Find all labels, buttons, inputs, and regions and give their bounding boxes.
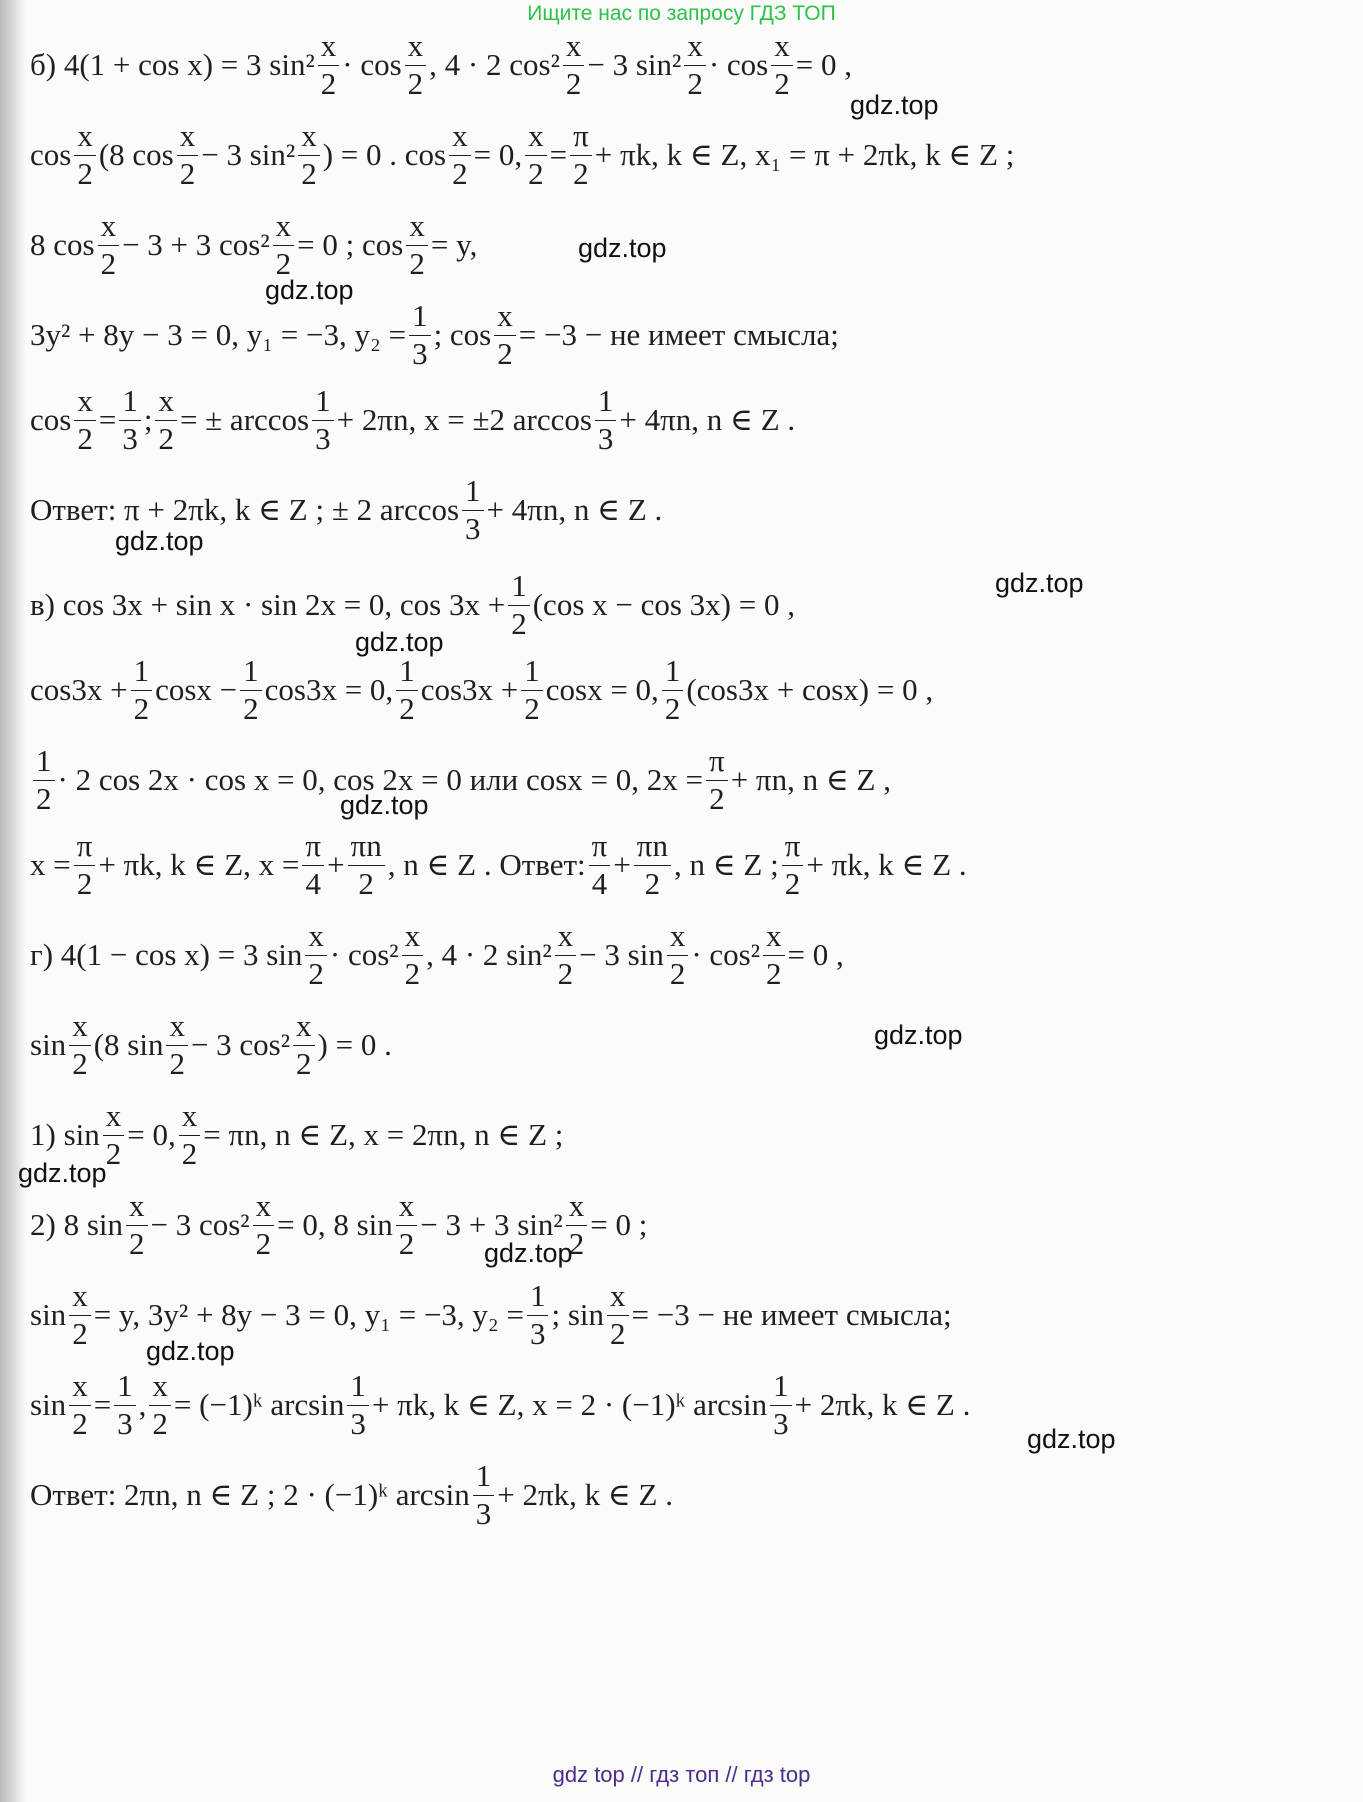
math-text: = (−1)ᵏ arcsin — [173, 1387, 345, 1422]
top-banner[interactable]: Ищите нас по запросу ГДЗ ТОП — [527, 2, 836, 25]
numerator: x — [149, 1370, 171, 1406]
scan-shadow-edge — [0, 0, 26, 1802]
fraction — [770, 1367, 792, 1441]
numerator: x — [763, 920, 785, 956]
denominator: 2 — [76, 865, 93, 901]
numerator: x — [305, 920, 327, 956]
math-text: = — [549, 137, 568, 172]
denominator: 2 — [664, 690, 681, 726]
fraction — [302, 827, 324, 901]
fraction — [662, 652, 684, 726]
denominator: 2 — [72, 1405, 88, 1441]
numerator: 1 — [409, 300, 431, 336]
denominator: 2 — [152, 1405, 168, 1441]
denominator: 2 — [511, 605, 527, 641]
math-text: , n ∈ Z ; — [673, 847, 779, 882]
math-text: + — [613, 847, 631, 882]
math-text: = y, — [430, 227, 478, 262]
fraction — [684, 27, 706, 101]
math-text: (cos3x + cosx) = 0 , — [686, 672, 934, 707]
math-text: ; cos — [433, 317, 492, 352]
watermark-text: gdz.top — [18, 1158, 107, 1188]
fraction — [74, 382, 96, 456]
math-text: ) = 0 . cos — [322, 137, 447, 172]
math-text: = 0 , — [787, 937, 844, 972]
math-text: + πk, k ∈ Z, x = — [98, 847, 300, 882]
fraction — [763, 917, 785, 991]
fraction — [667, 917, 689, 991]
math-text: · 2 cos 2x · cos x = 0, cos 2x = 0 или cosx = 0, 2x = — [57, 762, 704, 797]
math-text: · cos — [342, 47, 402, 82]
denominator: 3 — [465, 510, 481, 546]
math-text: + — [327, 847, 345, 882]
fraction — [69, 1007, 91, 1081]
fraction — [634, 827, 671, 901]
denominator: 2 — [296, 1045, 312, 1081]
denominator: 2 — [399, 690, 415, 726]
numerator: x — [177, 120, 199, 156]
fraction — [273, 207, 295, 281]
denominator: 3 — [350, 1405, 366, 1441]
denominator: 2 — [158, 420, 174, 456]
denominator: 2 — [687, 65, 703, 101]
numerator: x — [405, 30, 427, 66]
watermark-text: gdz.top — [578, 233, 667, 263]
math-text: , 4 · 2 cos² — [429, 47, 560, 82]
denominator: 2 — [774, 65, 790, 101]
denominator: 2 — [644, 865, 661, 901]
denominator: 4 — [591, 865, 608, 901]
numerator: x — [98, 210, 120, 246]
fraction — [149, 1367, 171, 1441]
math-text: , 4 · 2 sin² — [426, 937, 552, 972]
math-text: 1) sin — [30, 1117, 100, 1152]
math-text: , n ∈ Z . Ответ: — [387, 847, 586, 882]
math-text: в) cos 3x + sin x · sin 2x = 0, cos 3x + — [30, 587, 506, 622]
denominator: 2 — [610, 1315, 626, 1351]
denominator: 2 — [557, 955, 574, 991]
denominator: 3 — [122, 420, 138, 456]
fraction — [771, 27, 793, 101]
numerator: 1 — [770, 1370, 792, 1406]
denominator: 2 — [320, 65, 337, 101]
numerator: x — [667, 920, 689, 956]
numerator: x — [273, 210, 295, 246]
numerator: x — [74, 120, 96, 156]
numerator: π — [74, 830, 96, 866]
math-text: cos3x + — [420, 672, 519, 707]
numerator: 1 — [347, 1370, 369, 1406]
math-text: · cos² — [329, 937, 399, 972]
numerator: x — [684, 30, 706, 66]
math-text: sin — [30, 1027, 67, 1062]
math-text: ; sin — [551, 1297, 605, 1332]
math-text: − 3 sin — [579, 937, 664, 972]
math-text: + πk, k ∈ Z, x₁ = π + 2πk, k ∈ Z ; — [594, 137, 1015, 172]
denominator: 2 — [100, 245, 117, 281]
fraction — [595, 382, 617, 456]
math-text: = — [93, 1387, 112, 1422]
numerator: π — [782, 830, 804, 866]
denominator: 2 — [398, 1225, 415, 1261]
fraction — [166, 1007, 188, 1081]
fraction — [527, 1277, 549, 1351]
fraction — [177, 117, 199, 191]
fraction — [240, 652, 262, 726]
fraction — [253, 1187, 275, 1261]
math-text: = 0 ; cos — [297, 227, 404, 262]
denominator: 2 — [766, 955, 782, 991]
numerator: 1 — [508, 570, 530, 606]
math-text: cos3x + — [30, 672, 128, 707]
fraction — [521, 652, 543, 726]
numerator: 1 — [521, 655, 543, 691]
math-text: + 2πn, x = ±2 arccos — [336, 402, 592, 437]
fraction — [126, 1187, 148, 1261]
denominator: 3 — [773, 1405, 789, 1441]
math-text: cos3x = 0, — [264, 672, 394, 707]
fraction — [69, 1277, 91, 1351]
math-text: = — [98, 402, 117, 437]
math-text: = 0, — [127, 1117, 176, 1152]
denominator: 3 — [529, 1315, 546, 1351]
denominator: 2 — [243, 690, 259, 726]
numerator: x — [771, 30, 793, 66]
fraction — [119, 382, 141, 456]
fraction — [406, 207, 428, 281]
denominator: 2 — [105, 1135, 122, 1171]
fraction — [312, 382, 334, 456]
numerator: x — [69, 1280, 91, 1316]
footer-links[interactable]: gdz top // гдз топ // гдз top — [552, 1762, 811, 1787]
math-text: (cos x − cos 3x) = 0 , — [532, 587, 795, 622]
denominator: 2 — [36, 780, 52, 816]
numerator: 1 — [662, 655, 684, 691]
denominator: 2 — [72, 1045, 88, 1081]
denominator: 2 — [179, 155, 196, 191]
math-text: x = — [30, 847, 71, 882]
fraction — [318, 27, 340, 101]
math-line-16 — [30, 1355, 970, 1455]
fraction — [74, 117, 96, 191]
denominator: 2 — [72, 1315, 88, 1351]
math-text: · cos² — [691, 937, 761, 972]
math-text: − 3 + 3 cos² — [122, 227, 270, 262]
denominator: 2 — [77, 420, 93, 456]
numerator: x — [179, 1100, 201, 1136]
numerator: π — [302, 830, 324, 866]
numerator: x — [563, 30, 585, 66]
denominator: 3 — [412, 335, 428, 371]
watermark-text: gdz.top — [874, 1020, 963, 1050]
math-text: = 0 , — [795, 47, 852, 82]
denominator: 2 — [452, 155, 468, 191]
math-text: sin — [30, 1297, 67, 1332]
fraction — [131, 652, 153, 726]
denominator: 2 — [308, 955, 324, 991]
fraction — [409, 297, 431, 371]
denominator: 2 — [133, 690, 150, 726]
fraction — [98, 207, 120, 281]
math-line-3 — [30, 195, 477, 295]
math-text: + 2πk, k ∈ Z . — [497, 1477, 673, 1512]
fraction — [33, 742, 55, 816]
fraction — [508, 567, 530, 641]
math-line-10 — [30, 815, 967, 915]
numerator: x — [74, 385, 96, 421]
denominator: 2 — [573, 155, 589, 191]
math-text: = 0 ; — [590, 1207, 648, 1242]
denominator: 2 — [565, 65, 582, 101]
denominator: 2 — [255, 1225, 272, 1261]
numerator: 1 — [527, 1280, 549, 1316]
numerator: 1 — [114, 1370, 136, 1406]
numerator: x — [293, 1010, 315, 1046]
numerator: 1 — [240, 655, 262, 691]
numerator: x — [126, 1190, 148, 1226]
denominator: 2 — [568, 1225, 585, 1261]
fraction — [782, 827, 804, 901]
fraction — [589, 827, 611, 901]
math-text: = −3 − не имеет смысла; — [631, 1297, 952, 1332]
math-text: + πk, k ∈ Z . — [806, 847, 967, 882]
fraction — [347, 1367, 369, 1441]
denominator: 2 — [301, 155, 317, 191]
fraction — [449, 117, 471, 191]
numerator: x — [449, 120, 471, 156]
math-text: cos — [30, 137, 72, 172]
fraction — [114, 1367, 136, 1441]
math-text: + πk, k ∈ Z, x = 2 · (−1)ᵏ arcsin — [371, 1387, 768, 1422]
numerator: x — [402, 920, 424, 956]
math-text: + 4πn, n ∈ Z . — [486, 492, 663, 527]
numerator: 1 — [473, 1460, 495, 1496]
numerator: x — [555, 920, 577, 956]
watermark-text: gdz.top — [265, 275, 354, 305]
denominator: 2 — [129, 1225, 145, 1261]
denominator: 2 — [169, 1045, 185, 1081]
numerator: 1 — [396, 655, 418, 691]
numerator: x — [253, 1190, 275, 1226]
math-text: 2) 8 sin — [30, 1207, 123, 1242]
math-text: б) 4(1 + cos x) = 3 sin² — [30, 47, 315, 82]
numerator: x — [494, 300, 516, 336]
denominator: 2 — [358, 865, 374, 901]
math-text: (8 cos — [98, 137, 174, 172]
fraction — [525, 117, 547, 191]
numerator: x — [298, 120, 320, 156]
fraction — [706, 742, 728, 816]
math-text: = 0, — [473, 137, 523, 172]
denominator: 3 — [597, 420, 614, 456]
math-line-13 — [30, 1085, 563, 1185]
fraction — [473, 1457, 495, 1531]
watermark-text: gdz.top — [146, 1336, 235, 1366]
math-line-8 — [30, 640, 933, 740]
fraction — [69, 1367, 91, 1441]
fraction — [494, 297, 516, 371]
denominator: 2 — [407, 65, 424, 101]
numerator: x — [566, 1190, 588, 1226]
numerator: 1 — [33, 745, 55, 781]
denominator: 4 — [305, 865, 321, 901]
denominator: 2 — [181, 1135, 198, 1171]
math-text: ) = 0 . — [317, 1027, 392, 1062]
math-text: 8 cos — [30, 227, 95, 262]
math-text: ; — [143, 402, 153, 437]
numerator: 1 — [119, 385, 141, 421]
fraction — [396, 652, 418, 726]
denominator: 2 — [709, 780, 725, 816]
numerator: 1 — [131, 655, 153, 691]
math-text: · cos — [708, 47, 769, 82]
fraction — [402, 917, 424, 991]
fraction — [570, 117, 592, 191]
numerator: π — [570, 120, 592, 156]
math-text: − 3 sin² — [587, 47, 682, 82]
denominator: 2 — [77, 155, 93, 191]
denominator: 2 — [497, 335, 513, 371]
denominator: 3 — [475, 1495, 492, 1531]
denominator: 2 — [524, 690, 540, 726]
math-text: г) 4(1 − cos x) = 3 sin — [30, 937, 303, 972]
numerator: x — [69, 1370, 91, 1406]
numerator: 1 — [312, 385, 334, 421]
fraction — [298, 117, 320, 191]
numerator: x — [406, 210, 428, 246]
fraction — [293, 1007, 315, 1081]
fraction — [305, 917, 327, 991]
math-text: + 2πk, k ∈ Z . — [794, 1387, 971, 1422]
watermark-text: gdz.top — [340, 790, 429, 820]
math-text: − 3 sin² — [201, 137, 296, 172]
fraction — [179, 1097, 201, 1171]
fraction — [462, 472, 484, 546]
math-text: , — [138, 1387, 147, 1422]
numerator: 1 — [595, 385, 617, 421]
math-text: − 3 cos² — [190, 1027, 291, 1062]
numerator: π — [589, 830, 611, 866]
math-text: = y, 3y² + 8y − 3 = 0, y₁ = −3, y₂ = — [93, 1297, 524, 1332]
fraction — [348, 827, 385, 901]
numerator: x — [166, 1010, 188, 1046]
fraction — [74, 827, 96, 901]
numerator: 1 — [462, 475, 484, 511]
numerator: x — [607, 1280, 629, 1316]
math-text: 3y² + 8y − 3 = 0, y₁ = −3, y₂ = — [30, 317, 407, 352]
fraction — [555, 917, 577, 991]
denominator: 2 — [275, 245, 292, 281]
math-text: cosx − — [155, 672, 238, 707]
math-text: + 4πn, n ∈ Z . — [619, 402, 796, 437]
math-text: = −3 − не имеет смысла; — [518, 317, 839, 352]
numerator: x — [396, 1190, 418, 1226]
fraction — [396, 1187, 418, 1261]
watermark-text: gdz.top — [355, 627, 444, 657]
math-text: = 0, 8 sin — [277, 1207, 393, 1242]
numerator: πn — [634, 830, 671, 866]
watermark-text: gdz.top — [995, 568, 1084, 598]
math-text: Ответ: π + 2πk, k ∈ Z ; ± 2 arccos — [30, 492, 460, 527]
math-line-5 — [30, 370, 795, 470]
denominator: 3 — [315, 420, 331, 456]
math-text: cosx = 0, — [545, 672, 659, 707]
numerator: π — [706, 745, 728, 781]
fraction — [405, 27, 427, 101]
denominator: 3 — [117, 1405, 133, 1441]
watermark-text: gdz.top — [850, 90, 939, 120]
math-text: − 3 + 3 sin² — [420, 1207, 563, 1242]
denominator: 2 — [784, 865, 801, 901]
numerator: x — [155, 385, 177, 421]
numerator: x — [69, 1010, 91, 1046]
math-line-11 — [30, 905, 844, 1005]
math-text: + πn, n ∈ Z , — [730, 762, 891, 797]
watermark-text: gdz.top — [115, 526, 204, 556]
numerator: x — [318, 30, 340, 66]
numerator: x — [103, 1100, 125, 1136]
numerator: x — [525, 120, 547, 156]
denominator: 2 — [669, 955, 686, 991]
fraction — [563, 27, 585, 101]
math-text: (8 sin — [93, 1027, 164, 1062]
math-text: = πn, n ∈ Z, x = 2πn, n ∈ Z ; — [203, 1117, 564, 1152]
math-line-17 — [30, 1445, 673, 1545]
fraction — [155, 382, 177, 456]
math-line-1 — [30, 15, 852, 115]
math-text: = ± arccos — [179, 402, 310, 437]
denominator: 2 — [404, 955, 421, 991]
watermark-text: gdz.top — [1027, 1424, 1116, 1454]
denominator: 2 — [528, 155, 544, 191]
math-text: cos — [30, 402, 72, 437]
math-text: Ответ: 2πn, n ∈ Z ; 2 · (−1)ᵏ arcsin — [30, 1477, 470, 1512]
math-text: sin — [30, 1387, 67, 1422]
numerator: πn — [348, 830, 385, 866]
math-text: − 3 cos² — [150, 1207, 250, 1242]
math-line-12 — [30, 995, 392, 1095]
fraction — [607, 1277, 629, 1351]
denominator: 2 — [409, 245, 425, 281]
watermark-text: gdz.top — [484, 1238, 573, 1268]
